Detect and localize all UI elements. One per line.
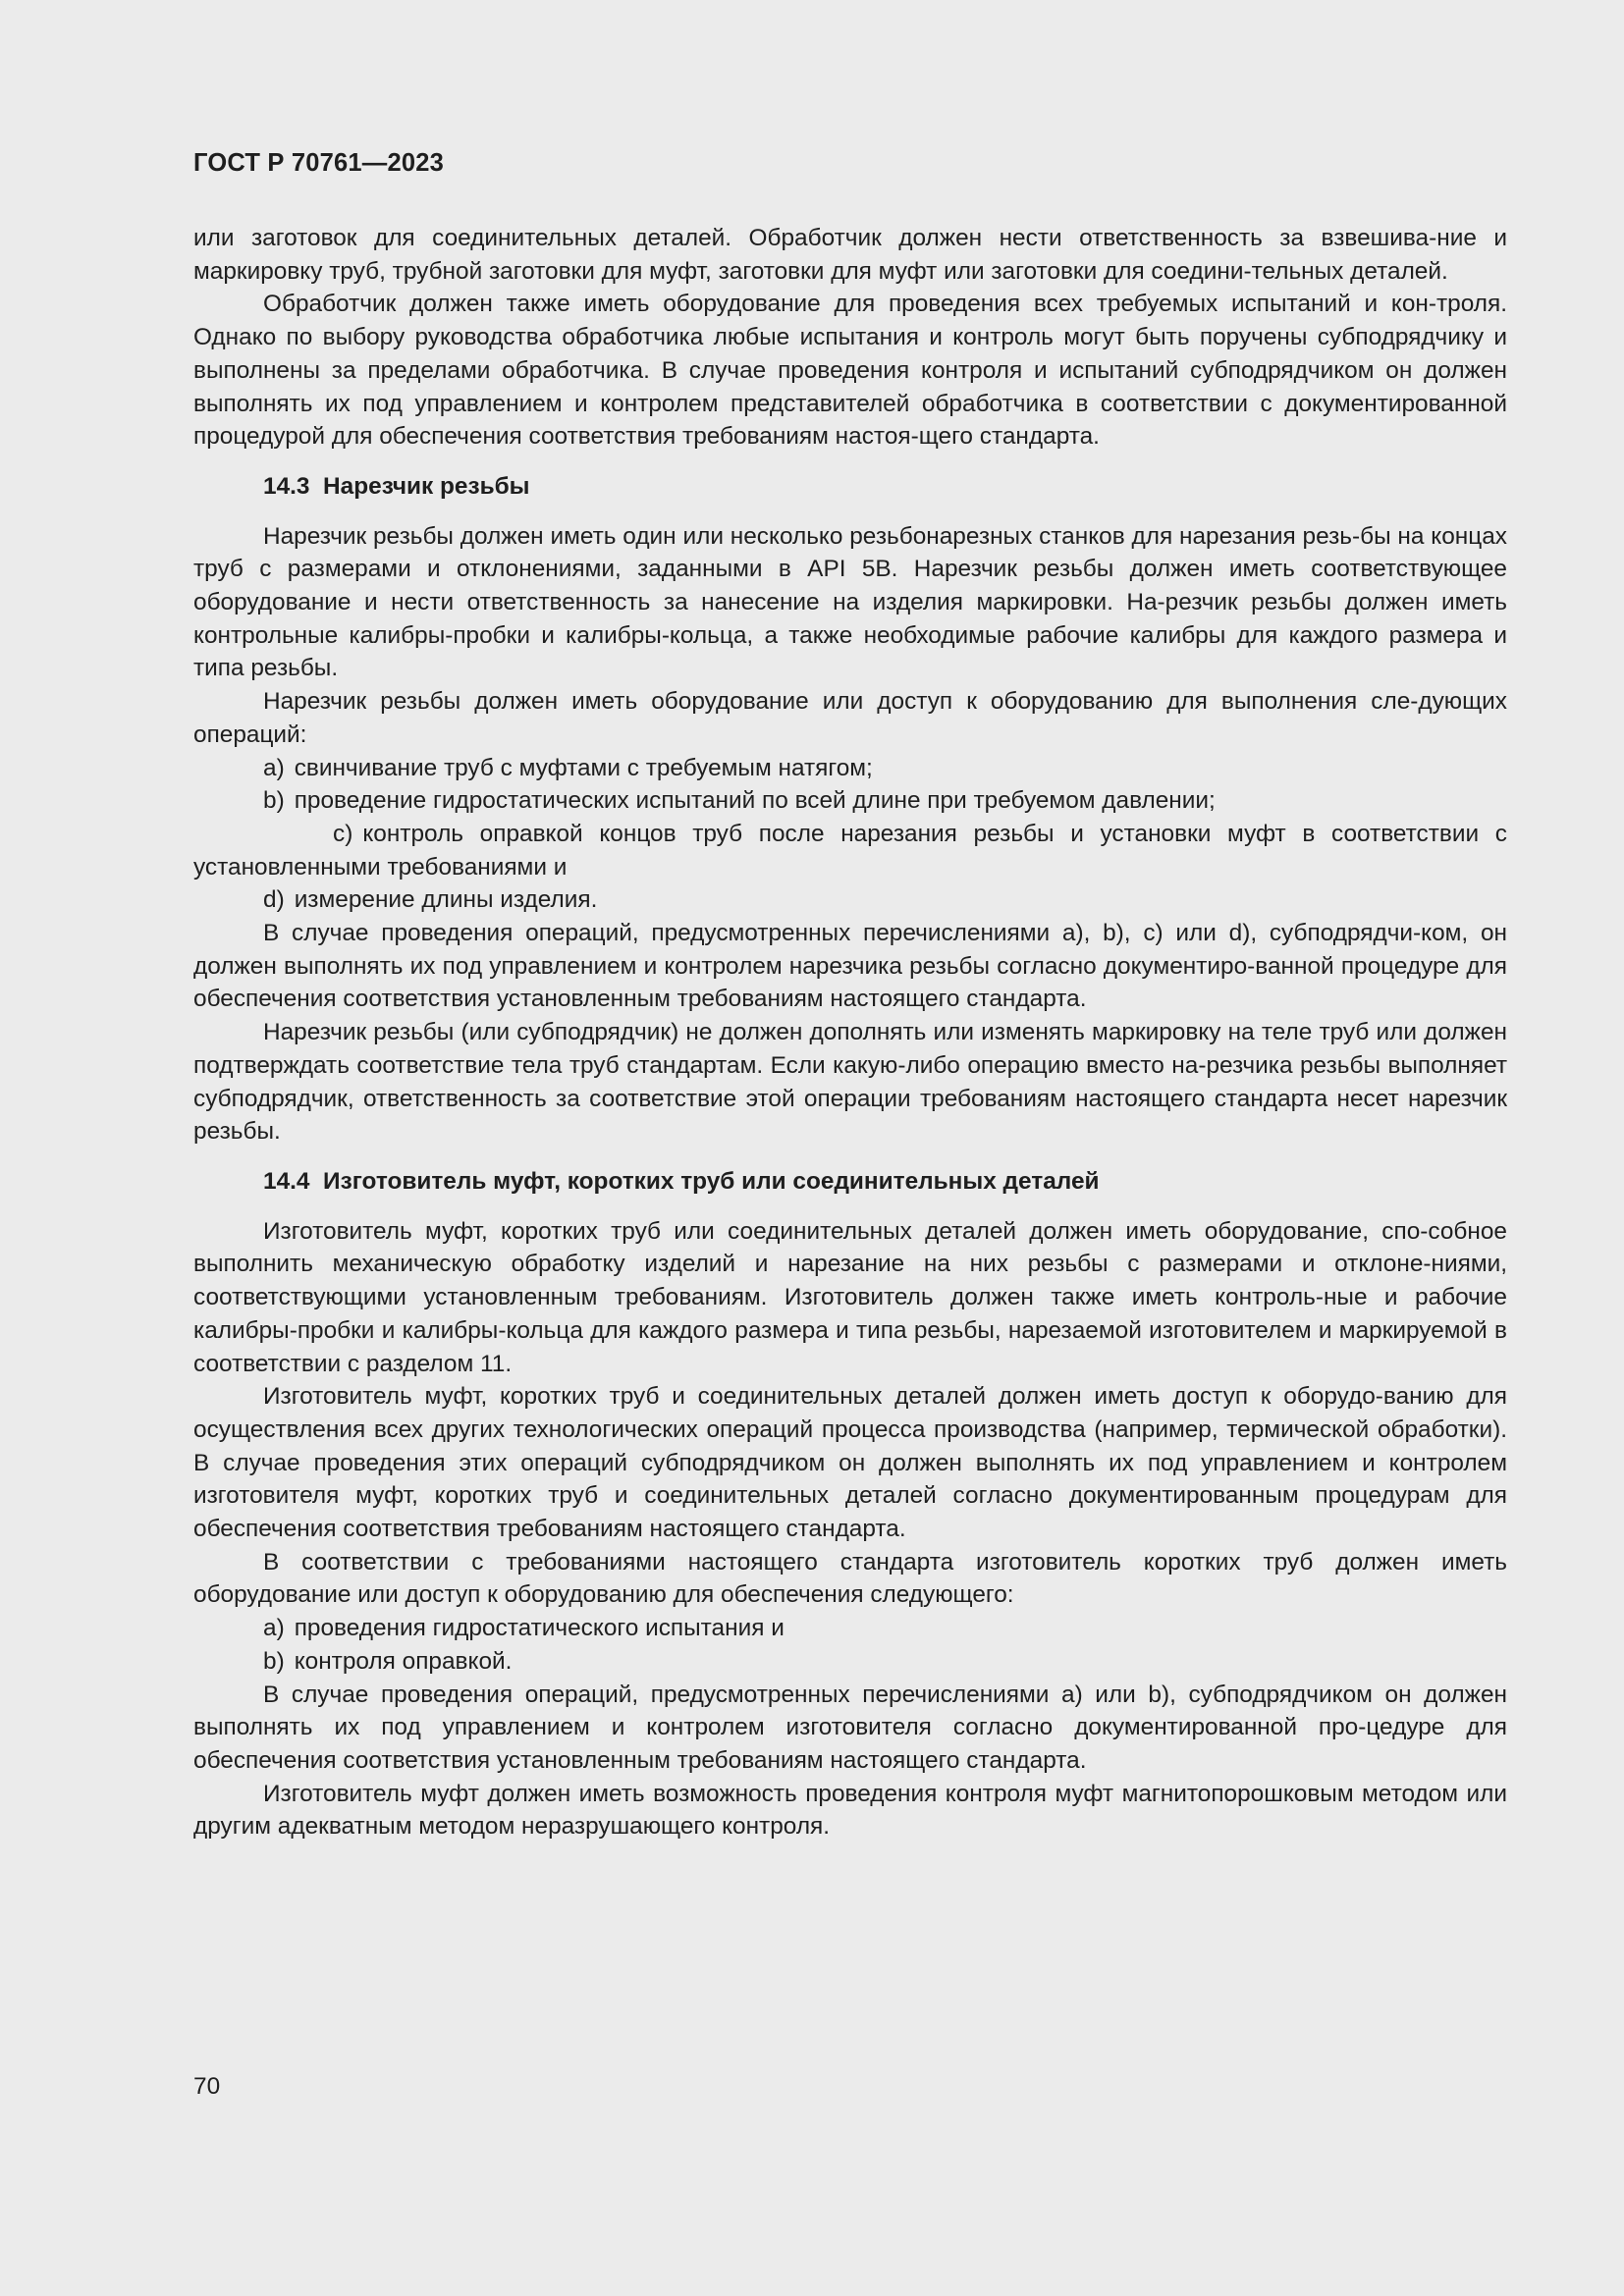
list-item-text: контроль оправкой концов труб после нарезания резьбы и установки муфт в соответствии с установленными требованиями и xyxy=(193,820,1507,881)
list-item-text: измерение длины изделия. xyxy=(294,886,598,914)
list-item xyxy=(193,1645,1507,1679)
list-item xyxy=(193,1612,1507,1645)
section-number: 14.3 xyxy=(263,472,310,500)
paragraph: Обработчик должен также иметь оборудование для проведения всех требуемых испытаний и кон-троля. Однако по выбору руководства обработчика любые испытания и контроль могут быть поручены субподрядчику и выполнены за пределами обработчика. В случае проведения контроля и испытаний субподрядчиком он должен выполнять их под управлением и контролем представителей обработчика в соответствии с документированной процедурой для обеспечения соответствия требованиям настоя-щего стандарта. xyxy=(193,291,1507,451)
paragraph: Изготовитель муфт должен иметь возможность проведения контроля муфт магнитопорошковым методом или другим адекватным методом неразрушающего контроля. xyxy=(193,1780,1507,1841)
section-number: 14.4 xyxy=(263,1167,310,1195)
list-item xyxy=(193,784,1507,818)
list-marker: a) xyxy=(263,1615,285,1642)
section-title: Изготовитель муфт, коротких труб или соединительных деталей xyxy=(323,1167,1100,1195)
document-code: ГОСТ Р 70761—2023 xyxy=(193,149,445,177)
section-title: Нарезчик резьбы xyxy=(323,472,530,500)
list-item xyxy=(193,752,1507,785)
paragraph: Нарезчик резьбы должен иметь один или несколько резьбонарезных станков для нарезания резь-бы на концах труб с размерами и отклонениями, заданными в API 5B. Нарезчик резьбы должен иметь соответствующее оборудование и нести ответственность за нанесение на изделия маркировки. На-резчик резьбы должен иметь контрольные калибры-пробки и калибры-кольца, а также необходимые рабочие калибры для каждого размера и типа резьбы. xyxy=(193,522,1507,682)
list-marker: b) xyxy=(263,787,285,815)
list-marker: c) xyxy=(333,820,353,847)
paragraph: Изготовитель муфт, коротких труб или соединительных деталей должен иметь оборудование, спо-собное выполнить механическую обработку изделий и нарезание на них резьбы с размерами и отклоне-ниями, соответствующими установленным требованиям. Изготовитель должен также иметь контроль-ные и рабочие калибры-пробки и калибры-кольца для каждого размера и типа резьбы, нарезаемой изготовителем и маркируемой в соответствии с разделом 11. xyxy=(193,1217,1507,1377)
section-heading-14-4 xyxy=(193,1165,1507,1199)
paragraph: или заготовок для соединительных деталей. Обработчик должен нести ответственность за взвешива-ние и маркировку труб, трубной заготовки для муфт, заготовки для муфт или заготовки для соедини-тельных деталей. xyxy=(193,225,1507,285)
list-item-text: проведения гидростатического испытания и xyxy=(294,1615,785,1642)
list-marker: b) xyxy=(263,1647,285,1675)
paragraph: Нарезчик резьбы должен иметь оборудование или доступ к оборудованию для выполнения сле-дующих операций: xyxy=(193,688,1507,748)
paragraph: В соответствии с требованиями настоящего стандарта изготовитель коротких труб должен иметь оборудование или доступ к оборудованию для обеспечения следующего: xyxy=(193,1548,1507,1609)
page-number: 70 xyxy=(193,2073,221,2100)
paragraph: В случае проведения операций, предусмотренных перечислениями a) или b), субподрядчиком он должен выполнять их под управлением и контролем изготовителя согласно документированной про-цедуре для обеспечения соответствия установленным требованиям настоящего стандарта. xyxy=(193,1681,1507,1774)
section-heading-14-3 xyxy=(193,470,1507,504)
paragraph: Нарезчик резьбы (или субподрядчик) не должен дополнять или изменять маркировку на теле труб или должен подтверждать соответствие тела труб стандартам. Если какую-либо операцию вместо на-резчика резьбы выполняет субподрядчик, ответственность за соответствие этой операции требованиям настоящего стандарта несет нарезчик резьбы. xyxy=(193,1019,1507,1146)
list-marker: d) xyxy=(263,886,285,914)
list-item xyxy=(193,883,1507,917)
paragraph: Изготовитель муфт, коротких труб и соединительных деталей должен иметь доступ к оборудо-ванию для осуществления всех других технологических операций процесса производства (например, термической обработки). В случае проведения этих операций субподрядчиком он должен выполнять их под управлением и контролем изготовителя муфт, коротких труб и соединительных деталей согласно документированным процедурам для обеспечения соответствия требованиям настоящего стандарта. xyxy=(193,1383,1507,1543)
list-item-text: свинчивание труб с муфтами с требуемым натягом; xyxy=(294,754,873,781)
list-marker: a) xyxy=(263,754,285,781)
paragraph: В случае проведения операций, предусмотренных перечислениями a), b), c) или d), субподрядчи-ком, он должен выполнять их под управлением и контролем нарезчика резьбы согласно документиро-ванной процедуре для обеспечения соответствия установленным требованиям настоящего стандарта. xyxy=(193,920,1507,1013)
page-body xyxy=(193,222,1507,1843)
list-item-text: проведение гидростатических испытаний по всей длине при требуемом давлении; xyxy=(294,787,1216,815)
list-item-text: контроля оправкой. xyxy=(294,1647,513,1675)
list-item xyxy=(193,818,1507,883)
